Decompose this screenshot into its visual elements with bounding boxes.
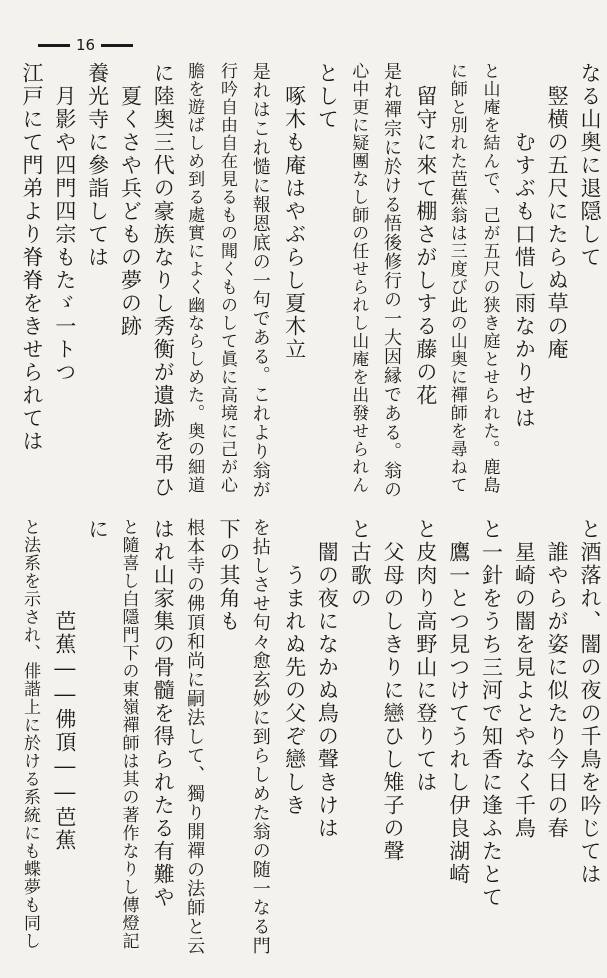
- text-column: 父母のしきりに戀ひし雉子の聲: [381, 518, 406, 863]
- text-column: 根本寺の佛頂和尚に嗣法して、獨り開禪の法師と云: [184, 518, 206, 955]
- text-column: に陸奥三代の豪族なりし秀衡が遺跡を弔ひ: [151, 62, 176, 499]
- text-column: と隨喜し白隱門下の東嶺禪師は其の著作なりし傳燈記: [118, 518, 139, 950]
- text-column: 心中更に疑團なし師の任せられし山庵を出發せられん: [348, 62, 369, 494]
- text-column: うまれぬ先の父ぞ戀しき: [282, 518, 307, 817]
- text-column: 養光寺に參詣しては: [85, 62, 110, 269]
- text-column: むすぶも口惜し雨なかりせは: [512, 62, 537, 430]
- text-column: 鷹一とつ見つけてうれし伊良湖崎: [446, 518, 471, 886]
- text-column: と酒落れ、闇の夜の千鳥を吟じては: [578, 518, 602, 886]
- text-column: 闇の夜になかぬ鳥の聲きけは: [315, 518, 340, 840]
- text-column: と古歌の: [348, 518, 373, 610]
- text-column: 下の其角も: [216, 518, 241, 633]
- text-column: と山庵を結んで、己が五尺の狭き庭とせられた。鹿島: [479, 62, 500, 494]
- text-column: なる山奥に退隠して: [578, 62, 602, 269]
- header-rule-right: [101, 44, 133, 47]
- text-column: に: [85, 518, 110, 541]
- text-column: 江戸にて門弟より脊脊をきせられては: [20, 62, 44, 453]
- page-number: 16: [76, 36, 96, 54]
- text-column: 啄木も庵はやぶらし夏木立: [282, 62, 307, 361]
- text-column: 誰やらが姿に似たり今日の春: [545, 518, 570, 840]
- text-column: として: [315, 62, 340, 131]
- text-column: 是れ禪宗に於ける悟後修行の一大因縁である。翁の: [381, 62, 403, 499]
- text-column: と法系を示され、俳諧上に於ける系統にも蝶夢も同し: [20, 518, 40, 950]
- text-column: 膽を遊ばしめ到る處實によく幽ならしめた。奥の細道: [184, 62, 205, 494]
- header-rule-left: [38, 44, 70, 47]
- text-column: 竪横の五尺にたらぬ草の庵: [545, 62, 570, 361]
- text-column: と一針をうち三河で知香に逢ふたとて: [479, 518, 504, 909]
- text-column: 芭蕉――佛頂――芭蕉: [52, 518, 77, 852]
- text-column: はれ山家集の骨髓を得られたる有難や: [151, 518, 176, 909]
- text-column: 月影や四門四宗もたゞ一トつ: [52, 62, 77, 384]
- text-column: を拈しさせ句々愈玄妙に到らしめた翁の随一なる門: [249, 518, 271, 955]
- text-column: 是れはこれ慥に報恩底の一句である。これより翁が: [249, 62, 271, 499]
- text-column: 星崎の闇を見よとやなく千鳥: [512, 518, 537, 840]
- page-header: [38, 36, 133, 54]
- text-column: に師と別れた芭蕉翁は三度び此の山奥に禪師を尋ねて: [446, 62, 467, 494]
- text-column: 夏くさや兵どもの夢の跡: [118, 62, 143, 338]
- text-column: と皮肉り高野山に登りては: [413, 518, 438, 794]
- text-column: 留守に來て棚さがしする藤の花: [413, 62, 438, 407]
- text-column: 行吟自由自在見るもの聞くものして眞に高境に己が心: [216, 62, 237, 494]
